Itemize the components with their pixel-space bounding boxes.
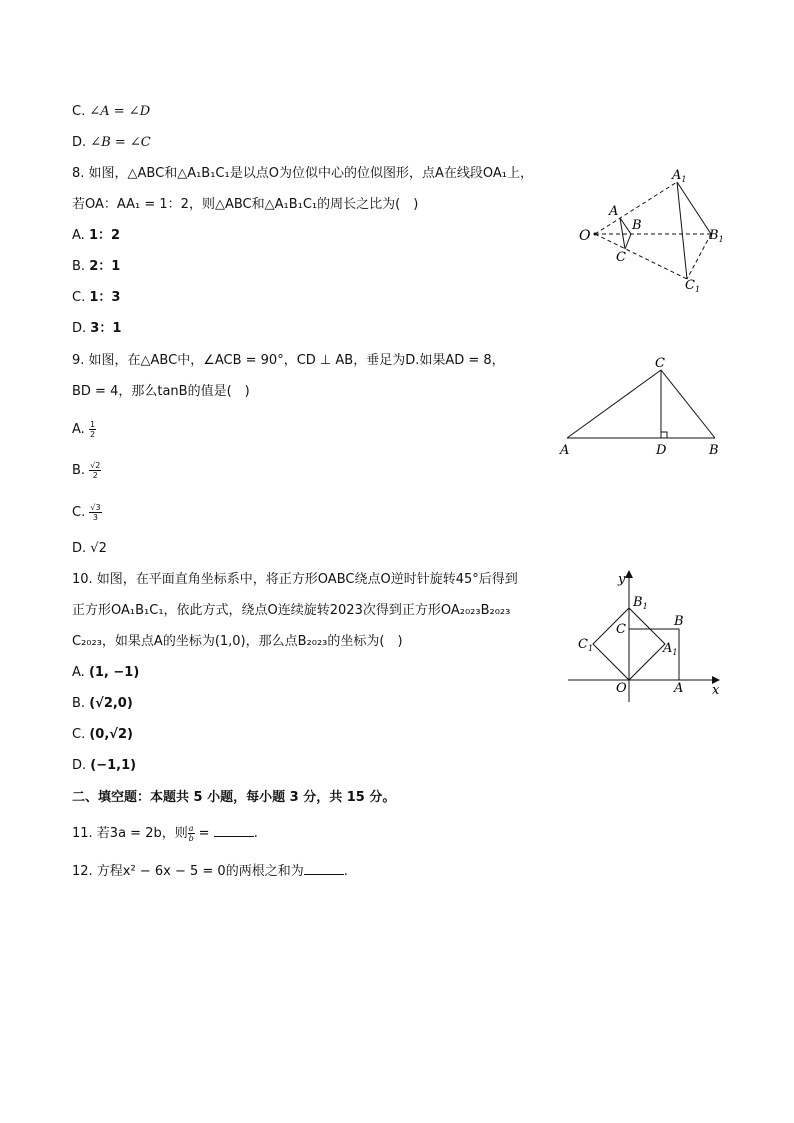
q9-option-a: A. $\frac{1}{2}$: [72, 420, 96, 439]
point-c1-label: $C_1$: [578, 637, 594, 653]
point-a-label: A: [609, 204, 619, 219]
y-axis-arrow-icon: [625, 570, 633, 578]
q9-stem-line1: 9. 如图，在△ABC中，∠ACB = 90°，CD ⊥ AB，垂足为D.如果AD = 8，: [72, 353, 505, 368]
q7-option-c-text: ∠A = ∠D: [89, 104, 151, 119]
point-a-label: A: [674, 681, 684, 696]
point-c-label: C: [655, 356, 665, 371]
point-o-label: O: [616, 681, 627, 696]
q8-stem-line2: 若OA：AA₁ = 1：2，则△ABC和△A₁B₁C₁的周长之比为( ): [72, 197, 419, 212]
q10-option-b: B. (√2,0): [72, 696, 133, 711]
answer-blank[interactable]: [214, 824, 254, 837]
point-a1-label: $A_1$: [672, 168, 687, 184]
point-d-label: D: [656, 443, 667, 458]
q8-option-b: B. 2：1: [72, 259, 121, 274]
point-c-label: C: [616, 250, 626, 265]
q9-option-c: C. $\frac{√3}{3}$: [72, 503, 101, 522]
q8-option-d: D. 3：1: [72, 321, 122, 336]
q10-option-a: A. (1, −1): [72, 665, 140, 680]
answer-blank[interactable]: [304, 862, 344, 875]
q8-option-c: C. 1：3: [72, 290, 121, 305]
point-b-label: B: [709, 443, 719, 458]
q10-figure: [562, 570, 727, 705]
point-b-label: B: [674, 614, 684, 629]
q9-figure: [555, 355, 725, 465]
q10-stem-line2: 正方形OA₁B₁C₁，依此方式，绕点O连续旋转2023次得到正方形OA₂₀₂₃B₂₀₂₃: [72, 603, 511, 618]
q10-stem-line3: C₂₀₂₃，如果点A的坐标为(1,0)，那么点B₂₀₂₃的坐标为( ): [72, 634, 403, 649]
point-c-label: C: [616, 622, 626, 637]
point-a-label: A: [560, 443, 570, 458]
q11-stem: 11. 若3a = 2b，则 $\frac{a}{b}$ = .: [72, 824, 258, 843]
q10-option-c: C. (0,√2): [72, 727, 133, 742]
y-axis-label: y: [618, 572, 626, 587]
q8-stem-line1: 8. 如图，△ABC和△A₁B₁C₁是以点O为位似中心的位似图形，点A在线段OA₁上，: [72, 166, 533, 181]
q10-option-d: D. (−1,1): [72, 758, 137, 773]
q8-option-a: A. 1：2: [72, 228, 121, 243]
q9-option-b: B. $\frac{√2}{2}$: [72, 461, 101, 480]
point-c1-label: $C_1$: [685, 278, 701, 294]
q7-option-d-text: ∠B = ∠C: [90, 135, 151, 150]
q7-option-c: C. ∠A = ∠D: [72, 104, 151, 119]
q8-figure: [575, 165, 735, 295]
q10-stem-line1: 10. 如图，在平面直角坐标系中，将正方形OABC绕点O逆时针旋转45°后得到: [72, 572, 518, 587]
point-a1-label: $A_1$: [663, 641, 678, 657]
point-b1-label: $B_1$: [633, 595, 648, 611]
q12-stem: 12. 方程x² − 6x − 5 = 0的两根之和为 .: [72, 864, 348, 879]
point-o-label: O: [579, 228, 591, 244]
point-b-label: B: [632, 218, 642, 233]
q9-stem-line2: BD = 4，那么tanB的值是( ): [72, 384, 250, 399]
q9-option-d: D. √2: [72, 541, 107, 556]
x-axis-label: x: [712, 683, 720, 698]
section-2-title: 二、填空题：本题共 5 小题，每小题 3 分，共 15 分。: [72, 790, 396, 805]
point-b1-label: $B_1$: [709, 228, 724, 244]
q7-option-d: D. ∠B = ∠C: [72, 135, 151, 150]
